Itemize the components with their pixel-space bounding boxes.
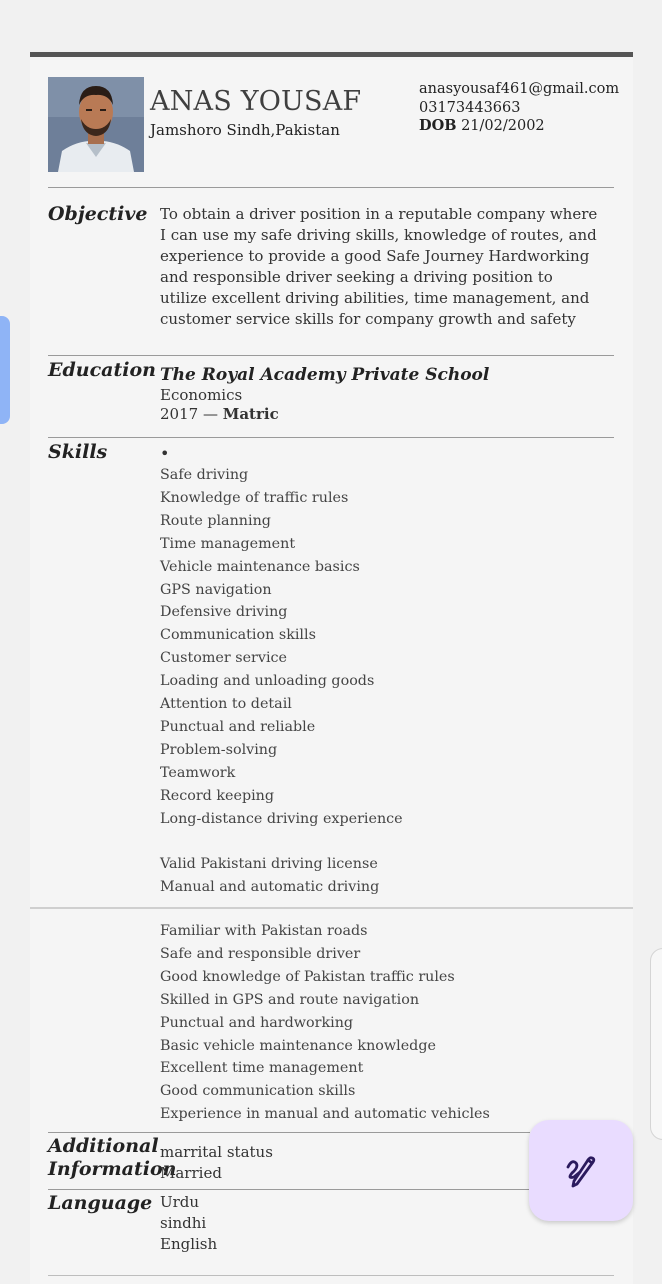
marital-status-label: marrital status xyxy=(160,1143,273,1161)
skill-item: Attention to detail xyxy=(160,696,292,713)
marital-status-value: Married xyxy=(160,1164,222,1182)
dob-value: 21/02/2002 xyxy=(461,118,545,134)
additional-heading-line2: Information xyxy=(48,1158,177,1180)
education-heading: Education xyxy=(48,359,156,381)
language-item: sindhi xyxy=(160,1214,207,1232)
skill-item: Basic vehicle maintenance knowledge xyxy=(160,1037,436,1054)
skill-item: Valid Pakistani driving license xyxy=(160,856,378,873)
skills-list xyxy=(160,444,403,899)
dob-label: DOB xyxy=(419,117,457,134)
skill-item: Route planning xyxy=(160,512,271,529)
skill-item: Record keeping xyxy=(160,787,275,804)
divider xyxy=(48,1275,614,1276)
phone-text: 03173443663 xyxy=(419,99,521,116)
skill-item: GPS navigation xyxy=(160,581,272,598)
divider xyxy=(48,437,614,438)
objective-text: To obtain a driver position in a reputable company where I can use my safe driving skills, knowledge of routes, and experience to provide a good Safe Journey Hardworking and responsible driver seeking a driving position to utilize excellent driving abilities, time management, and customer service skills for company growth and safety xyxy=(160,205,598,328)
skill-item: Good knowledge of Pakistan traffic rules xyxy=(160,968,455,985)
language-item: Urdu xyxy=(160,1193,200,1211)
additional-info-body xyxy=(160,1142,273,1184)
skill-item: Familiar with Pakistan roads xyxy=(160,923,368,939)
email-text: anasyousaf461@gmail.com xyxy=(419,81,620,97)
dob-line xyxy=(419,117,619,136)
skill-item: Time management xyxy=(160,535,296,552)
skill-item: Vehicle maintenance basics xyxy=(160,558,360,575)
skills-heading: Skills xyxy=(48,441,108,463)
divider xyxy=(48,1189,530,1190)
skill-item: Skilled in GPS and route navigation xyxy=(160,991,420,1008)
profile-photo xyxy=(48,77,144,172)
skill-item: Knowledge of traffic rules xyxy=(160,489,349,506)
education-separator: — xyxy=(198,405,223,423)
skill-item: Excellent time management xyxy=(160,1060,364,1077)
skill-item: Loading and unloading goods xyxy=(160,673,375,690)
edit-fab-button[interactable] xyxy=(529,1120,633,1221)
additional-heading-line1: Additional xyxy=(48,1135,159,1157)
objective-heading: Objective xyxy=(48,203,148,225)
skills-bullet: • xyxy=(160,444,170,463)
right-edge-handle[interactable] xyxy=(650,948,662,1140)
skill-item: Good communication skills xyxy=(160,1083,356,1100)
skill-item: Punctual and hardworking xyxy=(160,1014,354,1031)
skill-item: Experience in manual and automatic vehicles xyxy=(160,1106,490,1123)
contact-block xyxy=(419,80,619,136)
additional-info-heading xyxy=(48,1135,176,1181)
candidate-name: ANAS YOUSAF xyxy=(150,86,362,117)
education-year-line xyxy=(160,405,489,424)
education-body xyxy=(160,364,489,424)
skill-item: Problem-solving xyxy=(160,741,278,758)
school-name: The Royal Academy Private School xyxy=(160,365,490,385)
edit-pen-icon xyxy=(562,1152,600,1190)
education-field: Economics xyxy=(160,386,243,404)
candidate-location: Jamshoro Sindh,Pakistan xyxy=(150,121,340,139)
skill-item: Manual and automatic driving xyxy=(160,879,380,896)
divider xyxy=(48,355,614,356)
divider xyxy=(48,1132,530,1133)
education-year: 2017 xyxy=(160,405,199,423)
divider xyxy=(48,187,614,188)
skill-item: Safe and responsible driver xyxy=(160,945,361,962)
side-panel-handle[interactable] xyxy=(0,316,10,424)
skill-item: Teamwork xyxy=(160,764,236,781)
education-level: Matric xyxy=(222,405,279,423)
skill-item: Long-distance driving experience xyxy=(160,810,403,827)
language-item: English xyxy=(160,1235,218,1253)
skill-item: Defensive driving xyxy=(160,604,288,621)
skill-item: Safe driving xyxy=(160,467,249,483)
skill-item: Communication skills xyxy=(160,627,316,644)
language-list xyxy=(160,1192,217,1255)
skills-list-continued xyxy=(160,920,490,1126)
skill-item: Punctual and reliable xyxy=(160,718,316,735)
language-heading: Language xyxy=(48,1192,153,1214)
skill-item: Customer service xyxy=(160,650,287,667)
